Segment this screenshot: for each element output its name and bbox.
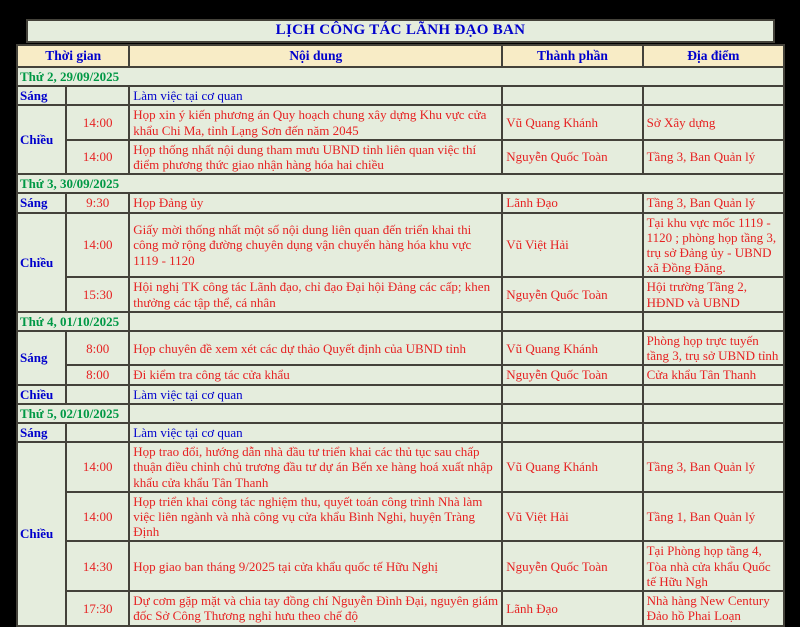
participants-cell: Nguyễn Quốc Toàn [502,541,642,591]
schedule-row [17,213,784,278]
participants-cell [502,423,642,442]
column-header-time: Thời gian [17,45,129,67]
time-cell: 14:00 [66,105,129,139]
participants-cell: Lãnh Đạo [502,591,642,625]
day-empty-content-cell [129,312,502,331]
time-cell [66,86,129,105]
document-title: LỊCH CÔNG TÁC LÃNH ĐẠO BAN [26,19,775,43]
time-cell: 17:30 [66,591,129,625]
location-cell: Hội trường Tầng 2, HĐND và UBND [643,277,784,311]
schedule-row [17,331,784,365]
schedule-row [17,492,784,542]
participants-cell [502,86,642,105]
location-cell: Tầng 1, Ban Quản lý [643,492,784,542]
time-cell: 8:00 [66,331,129,365]
location-cell [643,86,784,105]
time-cell [66,385,129,404]
participants-cell: Vũ Việt Hải [502,492,642,542]
content-cell: Họp thống nhất nội dung tham mưu UBND tỉnh liên quan việc thí điểm phương thức giao nhận hàng hóa hai chiều [129,140,502,174]
day-empty-content-cell [129,404,502,423]
content-cell: Làm việc tại cơ quan [129,385,502,404]
period-cell: Sáng [17,331,66,385]
day-empty-location-cell [643,404,784,423]
location-cell: Sở Xây dựng [643,105,784,139]
time-cell: 14:00 [66,213,129,278]
schedule-table [16,44,785,627]
location-cell: Nhà hàng New Century Đảo hồ Phai Loạn [643,591,784,625]
period-cell: Sáng [17,193,66,212]
location-cell: Tầng 3, Ban Quản lý [643,442,784,492]
participants-cell: Vũ Quang Khánh [502,105,642,139]
content-cell: Họp chuyên đề xem xét các dự thảo Quyết định của UBND tỉnh [129,331,502,365]
day-empty-location-cell [643,312,784,331]
day-header-row [17,404,784,423]
location-cell: Tại Phòng họp tầng 4, Tòa nhà cửa khẩu Quốc tế Hữu Ngh [643,541,784,591]
content-cell: Họp trao đổi, hướng dẫn nhà đầu tư triển khai các thủ tục sau chấp thuận điều chỉnh chủ trương đầu tư dự án Bến xe hàng hoá xuất nhập khẩu cửa khẩu Tân Thanh [129,442,502,492]
period-cell: Chiều [17,213,66,312]
time-cell: 15:30 [66,277,129,311]
time-cell: 14:00 [66,442,129,492]
time-cell: 14:30 [66,541,129,591]
content-cell: Đi kiểm tra công tác cửa khẩu [129,365,502,384]
time-cell [66,423,129,442]
day-empty-participants-cell [502,312,642,331]
period-cell: Sáng [17,423,66,442]
schedule-row [17,541,784,591]
content-cell: Dự cơm gặp mặt và chia tay đồng chí Nguyễn Đình Đại, nguyên giám đốc Sở Công Thương nghỉ hưu theo chế độ [129,591,502,625]
day-header-row [17,312,784,331]
schedule-row [17,385,784,404]
period-cell: Chiều [17,105,66,174]
time-cell: 14:00 [66,140,129,174]
location-cell: Tầng 3, Ban Quản lý [643,193,784,212]
day-date-cell: Thứ 3, 30/09/2025 [17,174,784,193]
content-cell: Họp giao ban tháng 9/2025 tại cửa khẩu quốc tế Hữu Nghị [129,541,502,591]
period-cell: Chiều [17,442,66,625]
time-cell: 9:30 [66,193,129,212]
schedule-row [17,193,784,212]
column-header-location: Địa điểm [643,45,784,67]
schedule-row [17,140,784,174]
location-cell: Tầng 3, Ban Quản lý [643,140,784,174]
time-cell: 8:00 [66,365,129,384]
participants-cell: Nguyễn Quốc Toàn [502,277,642,311]
day-date-cell: Thứ 5, 02/10/2025 [17,404,129,423]
location-cell [643,385,784,404]
column-header-participants: Thành phần [502,45,642,67]
participants-cell: Vũ Quang Khánh [502,442,642,492]
table-header-row [17,45,784,67]
day-date-cell: Thứ 2, 29/09/2025 [17,67,784,86]
day-header-row [17,174,784,193]
participants-cell: Lãnh Đạo [502,193,642,212]
content-cell: Làm việc tại cơ quan [129,86,502,105]
participants-cell: Nguyễn Quốc Toàn [502,140,642,174]
content-cell: Họp xin ý kiến phương án Quy hoạch chung xây dựng Khu vực cửa khẩu Chi Ma, tỉnh Lạng Sơn đến năm 2045 [129,105,502,139]
schedule-row [17,365,784,384]
schedule-row [17,277,784,311]
content-cell: Giấy mời thống nhất một số nội dung liên quan đến triển khai thi công mở rộng đường chuyên dụng vận chuyển hàng hóa khu vực 1119 - 1120 [129,213,502,278]
location-cell [643,423,784,442]
schedule-row [17,105,784,139]
content-cell: Họp Đảng ủy [129,193,502,212]
column-header-content: Nội dung [129,45,502,67]
content-cell: Họp triển khai công tác nghiệm thu, quyết toán công trình Nhà làm việc liên ngành và nhà công vụ cửa khẩu Bình Nghi, huyện Tràng Định [129,492,502,542]
period-cell: Chiều [17,385,66,404]
participants-cell: Vũ Quang Khánh [502,331,642,365]
participants-cell: Nguyễn Quốc Toàn [502,365,642,384]
location-cell: Phòng họp trực tuyến tầng 3, trụ sở UBND tỉnh [643,331,784,365]
schedule-row [17,591,784,625]
schedule-row [17,423,784,442]
time-cell: 14:00 [66,492,129,542]
schedule-row [17,442,784,492]
day-date-cell: Thứ 4, 01/10/2025 [17,312,129,331]
period-cell: Sáng [17,86,66,105]
content-cell: Hội nghị TK công tác Lãnh đạo, chỉ đạo Đại hội Đảng các cấp; khen thưởng các tập thể, cá nhân [129,277,502,311]
location-cell: Tại khu vực mốc 1119 - 1120 ; phòng họp tầng 3, trụ sở Đảng ủy - UBND xã Đồng Đăng. [643,213,784,278]
day-header-row [17,67,784,86]
schedule-row [17,86,784,105]
location-cell: Cửa khẩu Tân Thanh [643,365,784,384]
content-cell: Làm việc tại cơ quan [129,423,502,442]
participants-cell: Vũ Việt Hải [502,213,642,278]
day-empty-participants-cell [502,404,642,423]
schedule-body [17,67,784,626]
participants-cell [502,385,642,404]
